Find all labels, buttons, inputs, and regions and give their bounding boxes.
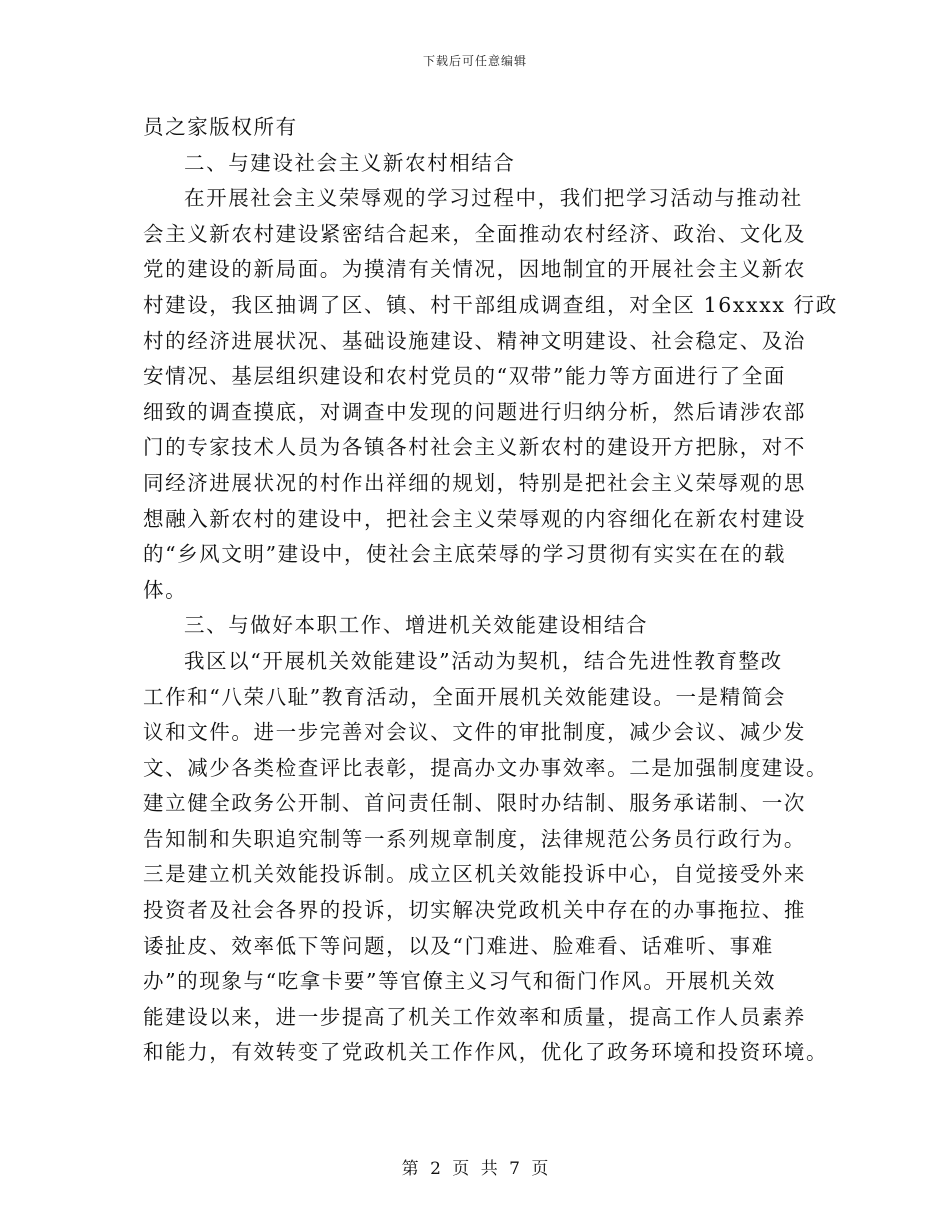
text-line: 同经济进展状况的村作出祥细的规划，特别是把社会主义荣辱观的思 xyxy=(143,470,806,495)
text-line: 议和文件。进一步完善对会议、文件的审批制度，减少会议、减少发 xyxy=(143,720,806,745)
text-line: 安情况、基层组织建设和农村党员的“双带”能力等方面进行了全面 xyxy=(143,364,786,389)
text-line: 员之家版权所有 xyxy=(143,115,298,139)
text-line: 建立健全政务公开制、首问责任制、限时办结制、服务承诺制、一次 xyxy=(143,791,806,816)
page-number-footer: 第 2 页 共 7 页 xyxy=(401,1159,549,1179)
text-line: 在开展社会主义荣辱观的学习过程中，我们把学习活动与推动社 xyxy=(184,186,803,211)
section-heading: 三、与做好本职工作、增进机关效能建设相结合 xyxy=(184,613,649,638)
text-line: 党的建设的新局面。为摸清有关情况，因地制宜的开展社会主义新农 xyxy=(143,257,806,282)
text-line: 诿扯皮、效率低下等问题，以及“门难进、脸难看、话难听、事难 xyxy=(143,933,774,958)
text-line: 门的专家技术人员为各镇各村社会主义新农村的建设开方把脉，对不 xyxy=(143,435,806,460)
text-line: 工作和“八荣八耻”教育活动，全面开展机关效能建设。一是精简会 xyxy=(143,684,786,709)
text-line: 告知制和失职追究制等一系列规章制度，法律规范公务员行政行为。 xyxy=(143,826,806,851)
text-line: 细致的调查摸底，对调查中发现的问题进行归纳分析，然后请涉农部 xyxy=(143,399,806,424)
document-body xyxy=(143,110,838,1071)
page-header: 下载后可任意编辑 xyxy=(422,54,527,68)
text-line: 村的经济进展状况、基础设施建设、精神文明建设、社会稳定、及治 xyxy=(143,328,806,353)
text-line: 能建设以来，进一步提高了机关工作效率和质量，提高工作人员素养 xyxy=(143,1004,806,1029)
text-line: 投资者及社会各界的投诉，切实解决党政机关中存在的办事拖拉、推 xyxy=(143,898,806,923)
text-line: 体。 xyxy=(143,577,188,602)
text-line: 的“乡风文明”建设中，使社会主底荣辱的学习贯彻有实实在在的载 xyxy=(143,542,786,567)
text-line: 会主义新农村建设紧密结合起来，全面推动农村经济、政治、文化及 xyxy=(143,221,806,246)
text-line: 我区以“开展机关效能建设”活动为契机，结合先进性教育整改 xyxy=(184,648,783,673)
text-line: 文、减少各类检查评比表彰，提高办文办事效率。二是加强制度建设。 xyxy=(143,755,829,780)
text-line: 和能力，有效转变了党政机关工作作风，优化了政务环境和投资环境。 xyxy=(143,1040,829,1065)
text-line: 想融入新农村的建设中，把社会主义荣辱观的内容细化在新农村建设 xyxy=(143,506,806,531)
text-line: 办”的现象与“吃拿卡要”等官僚主义习气和衙门作风。开展机关效 xyxy=(143,969,776,994)
text-line: 三是建立机关效能投诉制。成立区机关效能投诉中心，自觉接受外来 xyxy=(143,862,806,887)
section-heading: 二、与建设社会主义新农村相结合 xyxy=(184,150,516,175)
text-line: 村建设，我区抽调了区、镇、村干部组成调查组，对全区 16xxxx 行政 xyxy=(143,292,838,317)
